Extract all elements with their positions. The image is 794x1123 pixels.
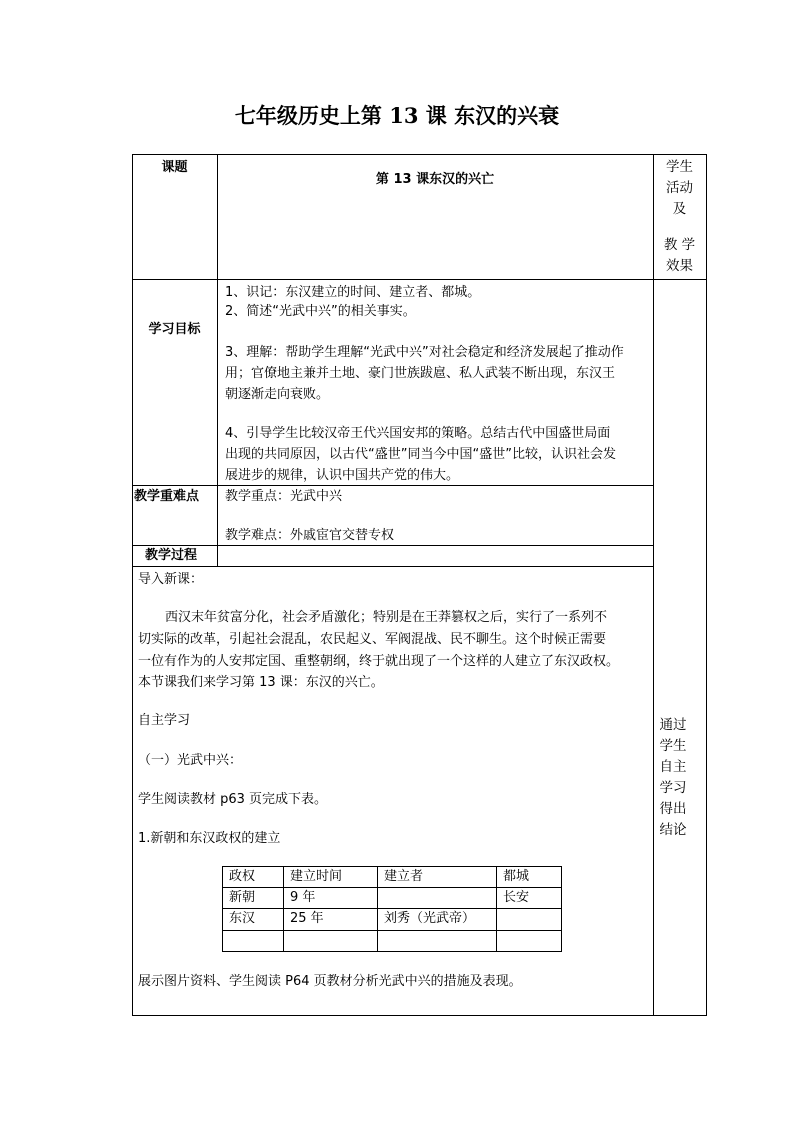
intro-line: 本节课我们来学习第 13 课：东汉的兴亡。: [138, 675, 384, 690]
section-heading: （一）光武中兴：: [138, 753, 243, 768]
intro-line: 一位有作为的人安邦定国、重整朝纲，终于就出现了一个这样的人建立了东汉政权。: [138, 654, 620, 669]
key-label: 教学重难点: [134, 489, 200, 504]
goal-line: 朝逐渐走向衰败。: [225, 387, 330, 402]
table-cell: 25 年: [290, 911, 324, 926]
table-cell: 东汉: [229, 911, 256, 926]
side-header-line: 教 学: [663, 237, 696, 253]
side-header-line: 学生: [666, 159, 693, 175]
key-point: 教学重点：光武中兴: [225, 489, 343, 504]
goal-line: 展进步的规律，认识中国共产党的伟大。: [225, 468, 460, 483]
goal-line: 3、理解：帮助学生理解“光武中兴”对社会稳定和经济发展起了推动作: [225, 345, 624, 360]
goal-line: 4、引导学生比较汉帝王代兴国安邦的策略。总结古代中国盛世局面: [225, 426, 611, 441]
table-cell: 刘秀（光武帝）: [384, 911, 476, 926]
side-note: [653, 715, 693, 841]
difficult-point: 教学难点：外戚宦官交替专权: [225, 528, 395, 543]
side-note-line: 得出: [659, 801, 687, 817]
side-note-line: 学生: [659, 738, 687, 754]
closing-instruction: 展示图片资料、学生阅读 P64 页教材分析光武中兴的措施及表现。: [138, 974, 522, 989]
self-study-heading: 自主学习: [138, 713, 191, 728]
regime-table: [222, 866, 562, 952]
table-header-cell: 都城: [503, 869, 530, 884]
table-header-cell: 政权: [229, 869, 256, 884]
reading-task: 学生阅读教材 p63 页完成下表。: [138, 792, 328, 807]
goals-label: 学习目标: [148, 322, 201, 337]
document-title: 七年级历史上第 13 课 东汉的兴衰: [234, 103, 560, 128]
intro-heading: 导入新课：: [138, 572, 204, 587]
side-note-line: 结论: [659, 822, 687, 838]
side-header: [653, 157, 706, 277]
goal-line: 2、简述“光武中兴”的相关事实。: [225, 304, 416, 319]
topic-label: 课题: [161, 160, 188, 175]
table-cell: 长安: [503, 890, 530, 905]
goal-line: 用；官僚地主兼并土地、豪门世族跋扈、私人武装不断出现，东汉王: [225, 366, 616, 381]
intro-line: 切实际的改革，引起社会混乱，农民起义、军阀混战、民不聊生。这个时候正需要: [138, 632, 607, 647]
topic-value: 第 13 课东汉的兴亡: [375, 172, 495, 187]
subsection-heading: 1.新朝和东汉政权的建立: [138, 831, 281, 846]
side-note-line: 自主: [659, 759, 687, 775]
process-label: 教学过程: [145, 548, 198, 563]
table-cell: 新朝: [229, 890, 256, 905]
table-cell: 9 年: [290, 890, 316, 905]
intro-line: 西汉末年贫富分化，社会矛盾激化；特别是在王莽篡权之后，实行了一系列不: [165, 610, 608, 625]
side-header-line: 效果: [666, 258, 693, 274]
table-header-cell: 建立者: [384, 869, 424, 884]
side-header-line: 活动: [666, 180, 693, 196]
side-note-line: 通过: [659, 717, 687, 733]
goal-line: 1、识记：东汉建立的时间、建立者、都城。: [225, 285, 481, 300]
side-note-line: 学习: [659, 780, 687, 796]
goal-line: 出现的共同原因，以古代“盛世”同当今中国“盛世”比较，认识社会发: [225, 447, 616, 462]
table-header-cell: 建立时间: [290, 869, 343, 884]
side-header-line: 及: [672, 201, 687, 217]
